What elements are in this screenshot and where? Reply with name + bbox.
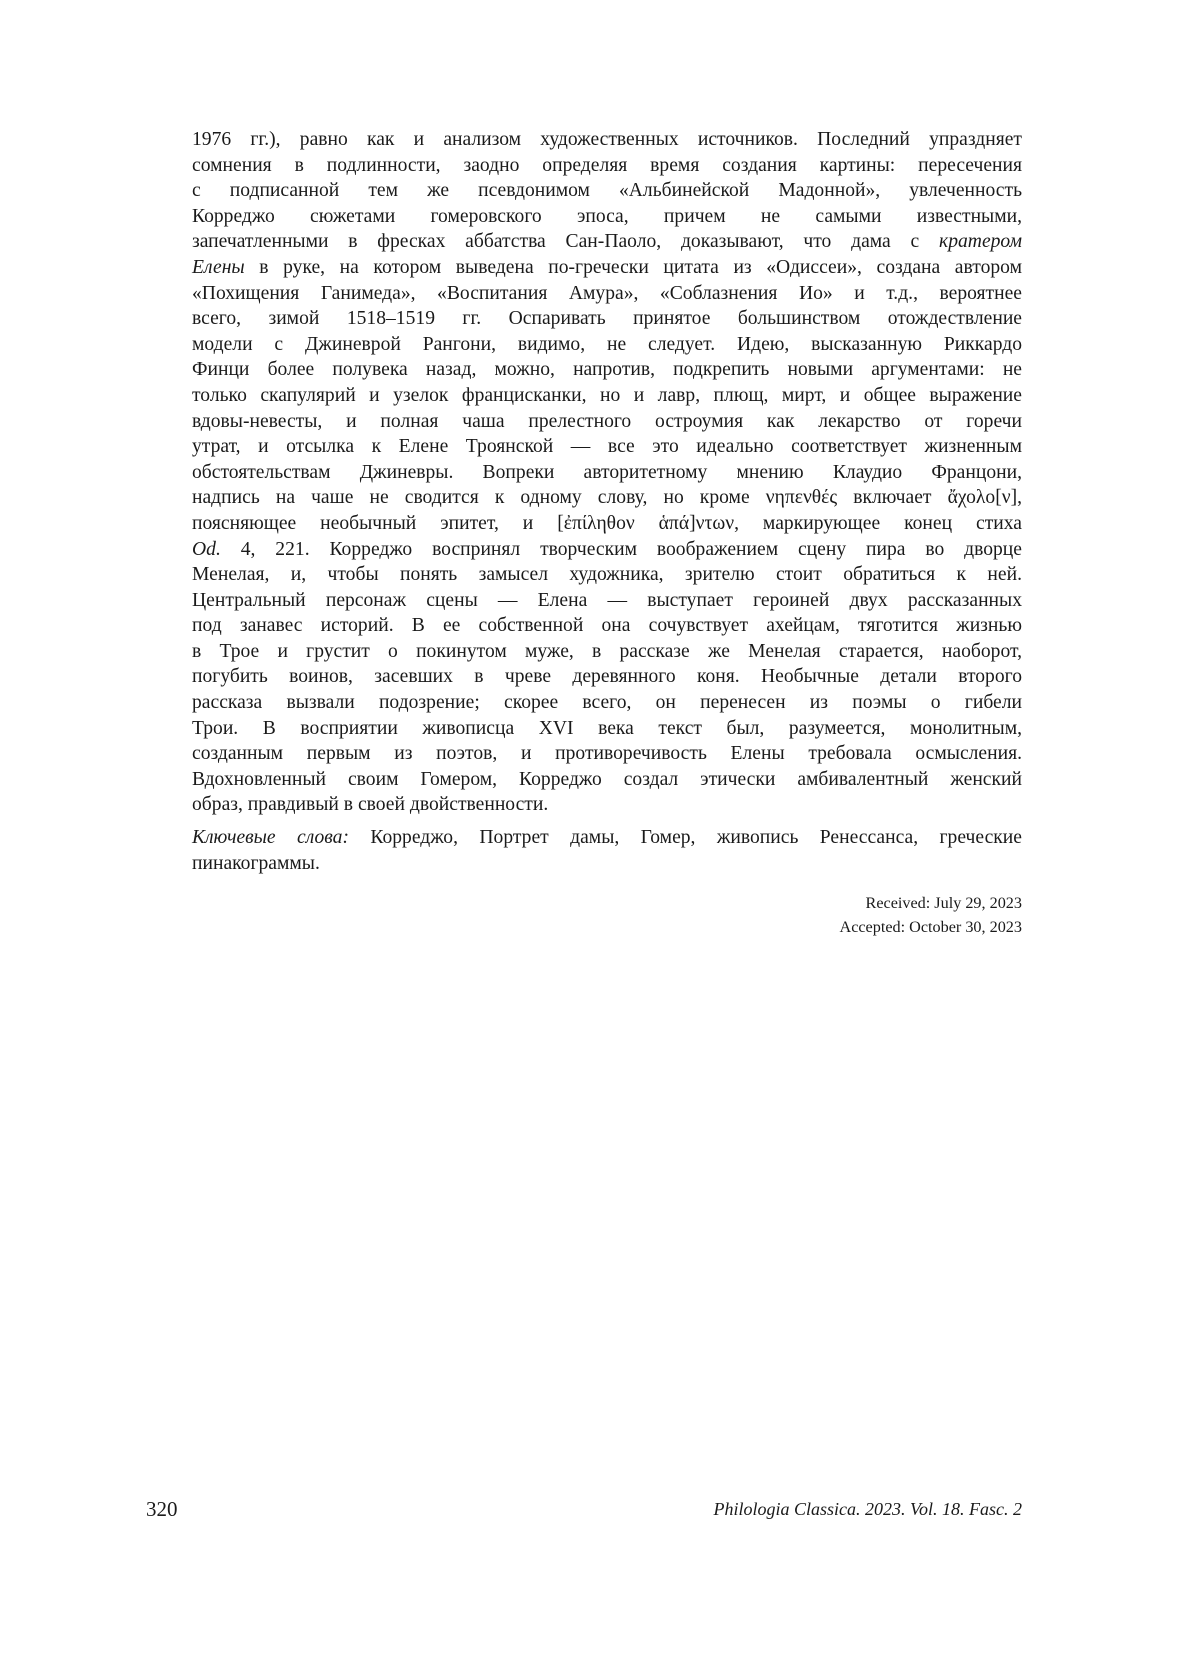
keywords-list: Корреджо, Портрет дамы, Гомер, живопись Ренессанса, греческие: [348, 827, 1022, 849]
abstract-line-text: в руке, на котором выведена по-гречески цитата из «Одиссеи», создана автором: [244, 256, 1022, 278]
abstract-line: Трои. В восприятии живописца XVI века текст был, разумеется, монолитным,: [192, 717, 1022, 739]
abstract-line: Менелая, и, чтобы понять замысел художника, зрителю стоит обратиться к ней.: [192, 564, 1022, 586]
abstract-line: [192, 229, 1022, 255]
abstract-line: [192, 255, 1022, 281]
abstract-line: в Трое и грустит о покинутом муже, в рассказе же Менелая старается, наоборот,: [192, 640, 1022, 662]
italic-term: Od.: [192, 538, 221, 560]
page-footer: [146, 1497, 1022, 1527]
keywords-line: пинакограммы.: [192, 852, 320, 874]
keywords-label: Ключевые слова:: [192, 827, 349, 849]
abstract-line: «Похищения Ганимеда», «Воспитания Амура», «Соблазнения Ио» и т.д., вероятнее: [192, 282, 1022, 304]
abstract-line: рассказа вызвали подозрение; скорее всего, он перенесен из поэмы о гибели: [192, 692, 1022, 714]
italic-term: Елены: [192, 256, 245, 278]
keywords: [192, 825, 1022, 876]
abstract-line: вдовы-невесты, и полная чаша прелестного остроумия как лекарство от горечи: [192, 410, 1022, 432]
received-date: Received: July 29, 2023: [865, 894, 1022, 912]
abstract-line: [192, 537, 1022, 563]
abstract-line: Корреджо сюжетами гомеровского эпоса, причем не самыми известными,: [192, 205, 1022, 227]
abstract-line: Финци более полувека назад, можно, напротив, подкрепить новыми аргументами: не: [192, 359, 1022, 381]
abstract-line: Центральный персонаж сцены — Елена — выступает героиней двух рассказанных: [192, 589, 1022, 611]
abstract-line: погубить воинов, засевших в чреве деревянного коня. Необычные детали второго: [192, 666, 1022, 688]
abstract-line: образ, правдивый в своей двойственности.: [192, 794, 549, 816]
journal-reference: Philologia Classica. 2023. Vol. 18. Fasc. 2: [713, 1499, 1022, 1519]
abstract-line: сомнения в подлинности, заодно определяя время создания картины: пересечения: [192, 154, 1022, 176]
accepted-date: Accepted: October 30, 2023: [839, 918, 1022, 936]
abstract-line: созданным первым из поэтов, и противоречивость Елены требовала осмысления.: [192, 743, 1022, 765]
abstract-line: с подписанной тем же псевдонимом «Альбинейской Мадонной», увлеченность: [192, 180, 1022, 202]
abstract-line: 1976 гг.), равно как и анализом художественных источников. Последний упраздняет: [192, 129, 1022, 150]
abstract-line: модели с Джиневрой Рангони, видимо, не следует. Идею, высказанную Риккардо: [192, 333, 1022, 355]
page-number: 320: [146, 1497, 178, 1521]
abstract-line: надпись на чаше не сводится к одному слову, но кроме νηπενθές включает ἄχολο[ν],: [192, 487, 1022, 509]
abstract-line: Вдохновленный своим Гомером, Корреджо создал этически амбивалентный женский: [192, 768, 1022, 790]
abstract-line: утрат, и отсылка к Елене Троянской — все это идеально соответствует жизненным: [192, 436, 1022, 458]
abstract-line-text: 4, 221. Корреджо воспринял творческим воображением сцену пира во дворце: [220, 538, 1022, 560]
italic-term: кратером: [939, 231, 1022, 253]
keywords-line: [192, 825, 1022, 851]
abstract-line: обстоятельствам Джиневры. Вопреки авторитетному мнению Клаудио Францони,: [192, 461, 1022, 483]
abstract-line-text: запечатленными в фресках аббатства Сан-Паоло, доказывают, что дама с: [192, 231, 940, 253]
abstract-line: под занавес историй. В ее собственной она сочувствует ахейцам, тяготится жизнью: [192, 615, 1022, 637]
abstract-line: только скапулярий и узелок францисканки, но и лавр, плющ, мирт, и общее выражение: [192, 384, 1022, 406]
abstract-line: поясняющее необычный эпитет, и [ἐπίληθον ἁπά]ντων, маркирующее конец стиха: [192, 512, 1022, 534]
article-dates: [840, 891, 1023, 939]
abstract-text: [192, 127, 1022, 876]
abstract-line: всего, зимой 1518–1519 гг. Оспаривать принятое большинством отождествление: [192, 308, 1022, 330]
